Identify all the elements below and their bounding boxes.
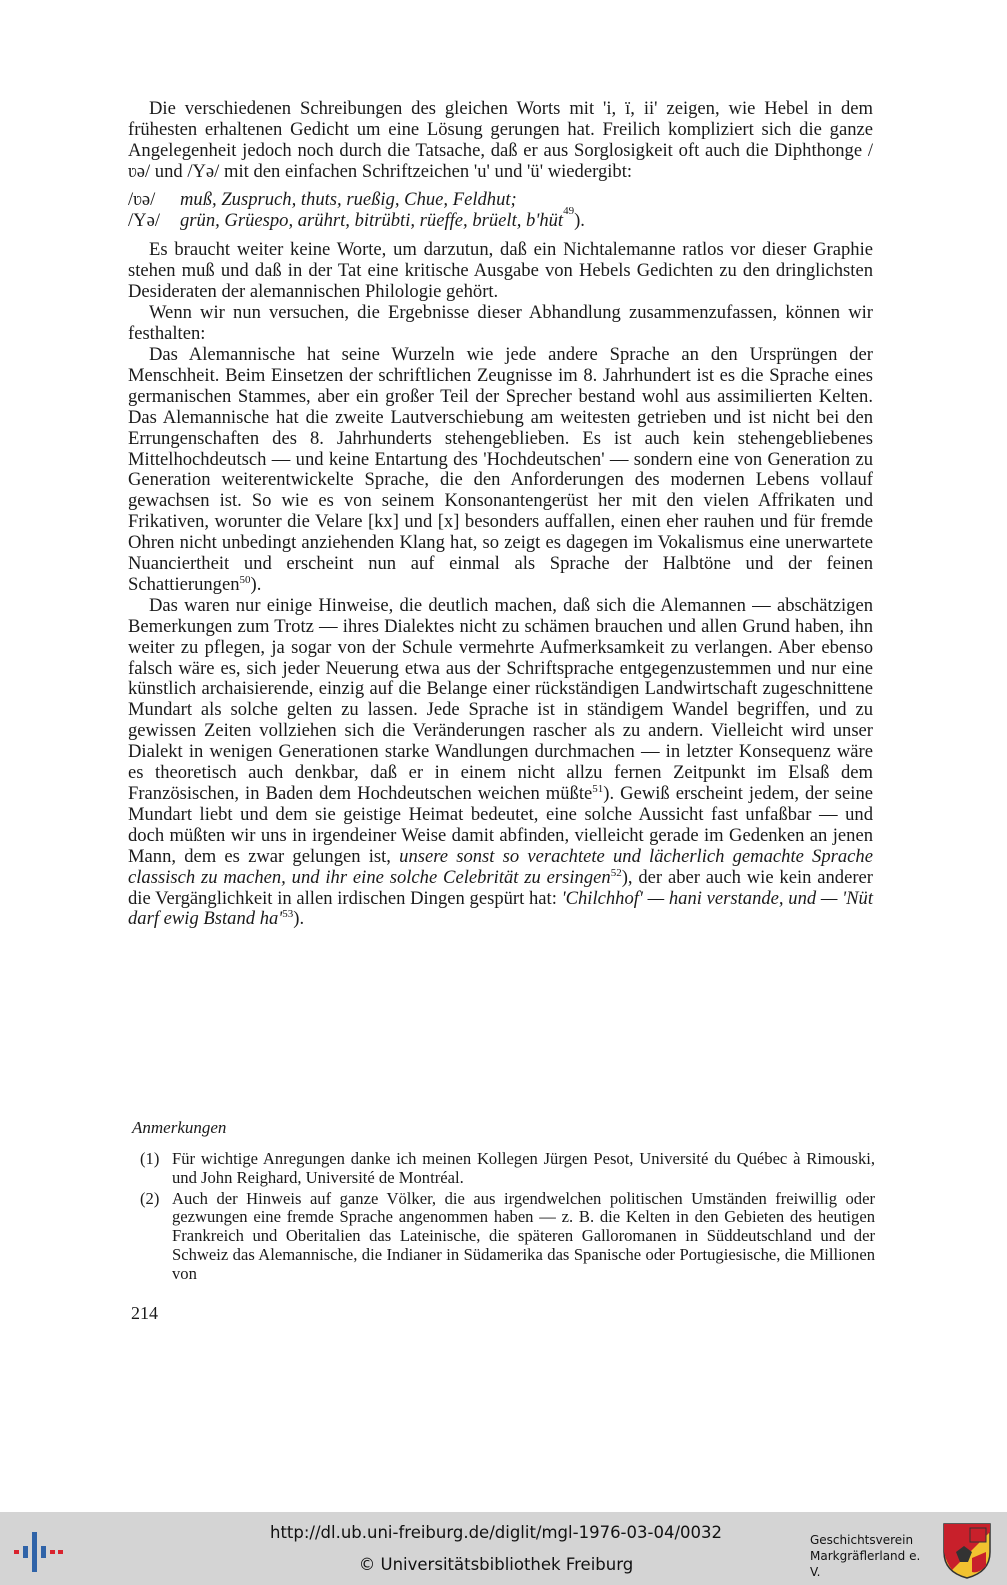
notes-list: [140, 1150, 875, 1286]
footnote-ref: 52: [610, 866, 622, 879]
text-run: Das Alemannische hat seine Wurzeln wie jede andere Sprache an den Ursprüngen der Menschheit. Beim Einsetzen der schriftlichen Zeugnisse im 8. Jahrhundert ist es die Sprache eines germanischen Stammes, aber ein großer Teil der Sprecher bestand wohl aus assimilierten Kelten. Das Alemannische hat die zweite Lautverschiebung am weitesten getrieben und ist nicht bei den Errungenschaften des 8. Jahrhunderts stehengeblieben. Es ist auch kein stehengebliebenes Mittelhochdeutsch — und keine Entartung des 'Hochdeutschen' — sondern eine von Generation zu Generation weiterentwickelte Sprache, die den Anforderungen des modernen Lebens vollauf gewachsen ist. So wie es von seinem Konsonantengerüst her mit den vielen Affrikaten und Frikativen, worunter die Velare [kx] und [x] besonders auffallen, einen eher rauhen und für fremde Ohren nicht unbedingt anziehenden Klang hat, so zeigt es dagegen im Vokalismus eine unerwartete Nuanciertheit und erscheint nun auf einmal als Sprache der Halbtöne und der feinen Schattierungen: [128, 343, 873, 595]
notes-heading: Anmerkungen: [132, 1118, 227, 1137]
copyright-text: © Universitätsbibliothek Freiburg: [358, 1555, 634, 1574]
permalink-url[interactable]: http://dl.ub.uni-freiburg.de/diglit/mgl-1976-03-04/0032: [269, 1523, 723, 1542]
footnote-ref: 49: [563, 204, 575, 217]
page-number: 214: [131, 1303, 158, 1323]
text-run: ), der aber auch wie kein anderer die Vergänglichkeit in allen irdischen Dingen gespürt hat:: [128, 866, 873, 909]
example-words: muß, Zuspruch, thuts, rueßig, Chue, Feldhut;: [180, 188, 517, 210]
example-line: [128, 204, 873, 232]
quote-hebel: unsere sonst so verachtete und lächerlich gemachte Sprache classisch zu machen, und ihr eine solche Celebrität zu ersingen: [128, 845, 873, 888]
example-list: [128, 190, 873, 232]
paragraph-hinweise: [128, 596, 873, 931]
example-line: [128, 190, 873, 211]
note-text: Auch der Hinweis auf ganze Völker, die aus irgendwelchen politischen Umständen freiwillig oder gezwungen eine fremde Sprache angenommen haben — z. B. die Kelten in den Gebieten des heutigen Frankreich und Oberitalien das Lateinische, die späteren Galloromanen in Süddeutschland und der Schweiz das Alemannische, die Indianer in Südamerika das Spanische oder Portugiesische, die Millionen von: [172, 1188, 875, 1283]
paragraph-wurzeln: [128, 345, 873, 596]
note-item: [140, 1190, 875, 1284]
note-number: (1): [140, 1149, 160, 1168]
footnote-ref: 51: [592, 783, 604, 795]
org-line: Geschichtsverein: [810, 1533, 914, 1547]
phonetic-label: /ʋə/: [128, 188, 156, 210]
footnote-ref: 50: [239, 573, 251, 586]
phonetic-label: /Yə/: [128, 209, 161, 231]
paragraph-zusammenfassung: Wenn wir nun versuchen, die Ergebnisse dieser Abhandlung zusammenzufassen, können wir festhalten:: [128, 302, 873, 345]
quote-chilchhof: 'Chilchhof' — hani verstande, und — 'Nüt darf ewig Bstand ha': [128, 887, 873, 930]
note-item: [140, 1150, 875, 1188]
footer-bar: [0, 1512, 1007, 1585]
coat-of-arms-icon: [942, 1522, 992, 1580]
note-text: Für wichtige Anregungen danke ich meinen Kollegen Jürgen Pesot, Université du Québec à Rimouski, und John Reighard, Université de Montréal.: [172, 1149, 875, 1187]
note-number: (2): [140, 1188, 160, 1208]
text-run: ). Gewiß erscheint jedem, der seine Mundart liebt und dem sie geistige Heimat bedeutet, eine solche Aussicht fast unfaßbar — und doch müßten wir uns in irgendeiner Weise damit abfinden, vielleicht gerade im Gedenken an jenen Mann, dem es zwar gelungen ist,: [128, 783, 873, 867]
paragraph-ausgabe: Es braucht weiter keine Worte, um darzutun, daß ein Nichtalemanne ratlos vor dieser Graphie stehen muß und daß in der Tat eine kritische Ausgabe von Hebels Gedichten zu den dringlichsten Desideraten der alemannischen Philologie gehört.: [128, 239, 873, 303]
punctuation: ).: [250, 573, 262, 595]
text-run: Das waren nur einige Hinweise, die deutlich machen, daß sich die Alemannen — abschätzigen Bemerkungen zum Trotz — ihres Dialektes nicht zu schämen brauchen und allen Grund haben, ihn weiter zu pflegen, ja sogar von der Schule vermehrte Aufmerksamkeit zu verlangen. Aber ebenso falsch wäre es, sich jeder Neuerung etwa aus der Schriftsprache entgegenzustemmen und nur eine künstlich archaisierende, einzig auf die Belange einer rückständigen Landwirtschaft zugeschnittene Mundart als solche gelten zu lassen. Jede Sprache ist in ständigem Wandel begriffen, und zu gewissen Zeiten vollziehen sich die Veränderungen rascher als zu andern. Vielleicht wird unser Dialekt in wenigen Generationen starke Wandlungen durchmachen — in letzter Konsequenz wäre es theoretisch auch denkbar, daß er in einem nicht allzu fernen Zeitpunkt im Elsaß dem Französischen, in Baden dem Hochdeutschen weichen müßte: [128, 594, 873, 804]
org-line: Markgräflerland e. V.: [810, 1549, 921, 1579]
footnote-ref: 53: [282, 908, 294, 921]
ub-freiburg-logo-icon[interactable]: [12, 1532, 64, 1572]
main-text: [128, 99, 873, 930]
paragraph-graphie: Die verschiedenen Schreibungen des gleichen Worts mit 'i, ï, ii' zeigen, wie Hebel in dem frühesten erhaltenen Gedicht um eine Lösung gerungen hat. Freilich kompliziert sich die ganze Angelegenheit jedoch noch durch die Tatsache, daß er aus Sorglosigkeit oft auch die Diphthonge /ʋə/ und /Yə/ mit den einfachen Schriftzeichen 'u' und 'ü' wiedergibt:: [128, 98, 873, 182]
organization-name: [810, 1532, 930, 1580]
example-words: grün, Grüespo, arührt, bitrübti, rüeffe, brüelt, b'hüt: [180, 209, 564, 231]
punctuation: ).: [574, 209, 585, 231]
punctuation: ).: [293, 908, 305, 930]
